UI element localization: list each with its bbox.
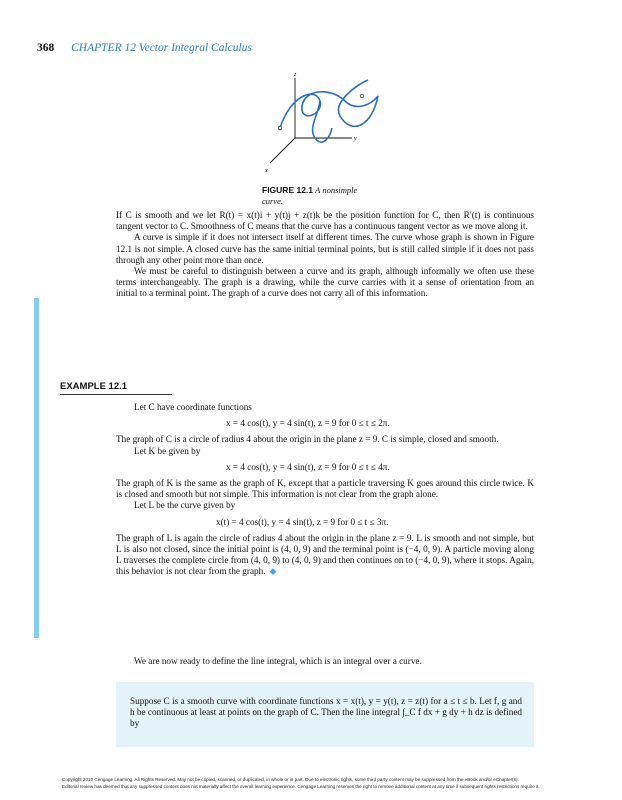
copyright-line-2: Editorial review has deemed that any suppressed content does not materially affect the overall learning experience. Cengage Learning reserves the right to remove additional content at any time if subsequent rights restrictions require it. — [62, 784, 540, 789]
y-axis-label: y — [354, 136, 357, 142]
intro-paragraph-2: A curve is simple if it does not intersect itself at different times. The curve whose graph is shown in Figure 12.1 is not simple. A closed curve has the same initial terminal points, but is still called simple if it does not pass through any other point more than once. — [116, 232, 534, 265]
equation-2: x = 4 cos(t), y = 4 sin(t), z = 9 for 0 ≤ t ≤ 4π. — [226, 461, 390, 472]
example-paragraph-1: The graph of C is a circle of radius 4 about the origin in the plane z = 9. C is simple, closed and smooth. — [116, 434, 499, 445]
example-paragraph-2: The graph of K is the same as the graph of K, except that a particle traversing K goes around this circle twice. K is closed and smooth but not simple. This information is not clear from the graph alone. — [116, 478, 534, 500]
example-line-1: Let C have coordinate functions — [134, 402, 252, 412]
example-sidebar-bar — [34, 298, 39, 638]
example-line-2: Let K be given by — [134, 445, 201, 456]
x-axis — [270, 138, 295, 163]
page-number: 368 — [37, 42, 55, 54]
intro-paragraph-1: If C is smooth and we let R(t) = x(t)i + y(t)j + z(t)k be the position function for C, then R′(t) is continuous tangent vector to C. Smoothness of C means that the curve has a continuous tangent vector as we move along it. — [116, 210, 534, 232]
example-body — [116, 402, 534, 578]
transition-text — [116, 656, 534, 667]
figure-label: FIGURE 12.1 — [262, 185, 314, 195]
example-line-3: Let L be the curve given by — [134, 500, 236, 511]
example-paragraph-3 — [116, 533, 534, 578]
chapter-title: CHAPTER 12 Vector Integral Calculus — [71, 42, 252, 54]
z-axis-label: z — [294, 72, 297, 78]
x-axis-label: x — [265, 168, 268, 174]
definition-text: Suppose C is a smooth curve with coordinate functions x = x(t), y = y(t), z = z(t) for a ≤ t ≤ b. Let f, g and h be continuous at least at points on the graph of C. Then the line integral ∫_C f dx + g dy + h dz is defined by — [130, 696, 522, 729]
intro-paragraph-3: We must be careful to distinguish between a curve and its graph, although informally we often use these terms interchangeably. The graph is a drawing, while the curve carries with it a sense of orientation from an initial to a terminal point. The graph of a curve does not carry all of this information. — [116, 266, 534, 299]
example-title: EXAMPLE 12.1 — [60, 381, 128, 392]
intro-text — [116, 210, 534, 300]
equation-3: x(t) = 4 cos(t), y = 4 sin(t), z = 9 for 0 ≤ t ≤ 3π. — [216, 516, 389, 527]
figure-caption — [262, 185, 357, 207]
end-of-example-marker: ◆ — [269, 566, 277, 577]
initial-point-marker — [278, 126, 282, 130]
intersection-point-marker — [360, 94, 364, 98]
figure-caption-text-1: A nonsimple — [315, 185, 358, 195]
example-title-rule — [60, 394, 172, 395]
equation-1: x = 4 cos(t), y = 4 sin(t), z = 9 for 0 ≤ t ≤ 2π. — [226, 418, 390, 429]
figure-nonsimple-curve — [260, 66, 390, 186]
example-paragraph-3-text: The graph of L is again the circle of radius 4 about the origin in the plane z = 9. L is smooth and not simple, but L is also not closed, since the initial point is (4, 0, 9) and the terminal point is (−4, 0, 9). A particle moving along L traverses the complete circle from (4, 0, 9) to (4, 0, 9) and then continues on to (−4, 0, 9), where it stops. Again, this behavior is not clear from the graph. — [116, 532, 534, 577]
transition-paragraph: We are now ready to define the line integral, which is an integral over a curve. — [134, 656, 422, 666]
figure-caption-text-2: curve. — [262, 196, 284, 206]
copyright-line-1: Copyright 2010 Cengage Learning. All Rights Reserved. May not be copied, scanned, or duplicated, in whole or in part. Due to electronic rights, some third party content may be suppressed from the eBook and/or eChapter(s). — [62, 777, 519, 782]
running-header — [37, 42, 252, 54]
